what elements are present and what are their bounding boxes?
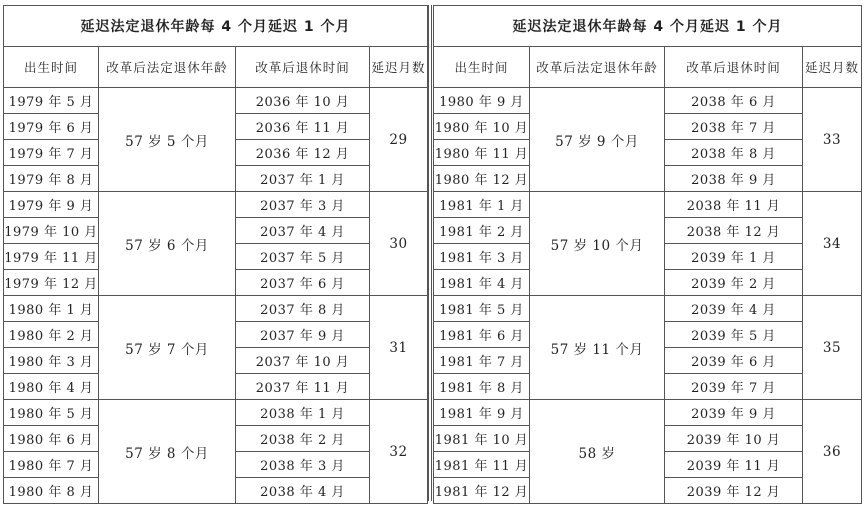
retire-cell: 2039 年 7 月: [665, 374, 803, 400]
retire-cell: 2039 年 9 月: [665, 400, 803, 426]
age-cell: 57 岁 6 个月: [99, 192, 236, 296]
birth-cell: 1980 年 1 月: [4, 296, 99, 322]
right-header-age: 改革后法定退休年龄: [530, 47, 665, 88]
retire-cell: 2038 年 2 月: [236, 426, 370, 452]
birth-cell: 1980 年 2 月: [4, 322, 99, 348]
table-row: [434, 192, 862, 218]
retire-cell: 2038 年 4 月: [236, 478, 370, 504]
table-row: [4, 192, 428, 218]
age-cell: 57 岁 10 个月: [530, 192, 665, 296]
birth-cell: 1981 年 5 月: [434, 296, 530, 322]
birth-cell: 1981 年 3 月: [434, 244, 530, 270]
retire-cell: 2037 年 3 月: [236, 192, 370, 218]
birth-cell: 1980 年 11 月: [434, 140, 530, 166]
birth-cell: 1981 年 11 月: [434, 452, 530, 478]
age-cell: 57 岁 5 个月: [99, 88, 236, 192]
retire-cell: 2036 年 10 月: [236, 88, 370, 114]
retire-cell: 2039 年 2 月: [665, 270, 803, 296]
age-cell: 57 岁 11 个月: [530, 296, 665, 400]
left-header-age: 改革后法定退休年龄: [99, 47, 236, 88]
table-row: [4, 88, 428, 114]
birth-cell: 1980 年 3 月: [4, 348, 99, 374]
age-cell: 58 岁: [530, 400, 665, 504]
retire-cell: 2038 年 7 月: [665, 114, 803, 140]
birth-cell: 1980 年 7 月: [4, 452, 99, 478]
retire-cell: 2037 年 8 月: [236, 296, 370, 322]
birth-cell: 1979 年 11 月: [4, 244, 99, 270]
birth-cell: 1979 年 7 月: [4, 140, 99, 166]
table-row: [434, 296, 862, 322]
retire-cell: 2039 年 11 月: [665, 452, 803, 478]
table-row: [4, 400, 428, 426]
birth-cell: 1980 年 8 月: [4, 478, 99, 504]
right-header-birth: 出生时间: [434, 47, 530, 88]
age-cell: 57 岁 9 个月: [530, 88, 665, 192]
delay-cell: 35: [803, 296, 862, 400]
birth-cell: 1979 年 10 月: [4, 218, 99, 244]
retire-cell: 2038 年 8 月: [665, 140, 803, 166]
retire-cell: 2037 年 9 月: [236, 322, 370, 348]
table-row: [434, 400, 862, 426]
retire-cell: 2036 年 12 月: [236, 140, 370, 166]
birth-cell: 1980 年 6 月: [4, 426, 99, 452]
birth-cell: 1980 年 12 月: [434, 166, 530, 192]
right-table-title: 延迟法定退休年龄每 4 个月延迟 1 个月: [434, 6, 862, 47]
retire-cell: 2037 年 1 月: [236, 166, 370, 192]
retire-cell: 2038 年 12 月: [665, 218, 803, 244]
birth-cell: 1981 年 4 月: [434, 270, 530, 296]
retire-cell: 2038 年 9 月: [665, 166, 803, 192]
age-cell: 57 岁 7 个月: [99, 296, 236, 400]
retire-cell: 2039 年 12 月: [665, 478, 803, 504]
birth-cell: 1980 年 5 月: [4, 400, 99, 426]
retire-cell: 2037 年 5 月: [236, 244, 370, 270]
delay-cell: 31: [370, 296, 428, 400]
birth-cell: 1981 年 8 月: [434, 374, 530, 400]
birth-cell: 1980 年 10 月: [434, 114, 530, 140]
retire-cell: 2038 年 1 月: [236, 400, 370, 426]
birth-cell: 1981 年 7 月: [434, 348, 530, 374]
retire-cell: 2039 年 1 月: [665, 244, 803, 270]
retire-cell: 2039 年 5 月: [665, 322, 803, 348]
right-header-retire: 改革后退休时间: [665, 47, 803, 88]
retire-cell: 2037 年 4 月: [236, 218, 370, 244]
delay-cell: 29: [370, 88, 428, 192]
retire-cell: 2039 年 10 月: [665, 426, 803, 452]
delay-cell: 32: [370, 400, 428, 504]
birth-cell: 1979 年 12 月: [4, 270, 99, 296]
birth-cell: 1981 年 12 月: [434, 478, 530, 504]
retire-cell: 2038 年 11 月: [665, 192, 803, 218]
delay-cell: 34: [803, 192, 862, 296]
table-row: [4, 296, 428, 322]
birth-cell: 1981 年 2 月: [434, 218, 530, 244]
right-table-panel: [433, 5, 861, 501]
table-row: [434, 88, 862, 114]
retire-cell: 2039 年 6 月: [665, 348, 803, 374]
table-divider: [428, 5, 432, 501]
birth-cell: 1980 年 4 月: [4, 374, 99, 400]
retirement-tables: [3, 5, 861, 501]
retire-cell: 2037 年 6 月: [236, 270, 370, 296]
birth-cell: 1981 年 10 月: [434, 426, 530, 452]
birth-cell: 1981 年 9 月: [434, 400, 530, 426]
left-header-delay: 延迟月数: [370, 47, 428, 88]
birth-cell: 1979 年 8 月: [4, 166, 99, 192]
retire-cell: 2038 年 3 月: [236, 452, 370, 478]
birth-cell: 1980 年 9 月: [434, 88, 530, 114]
right-table: [433, 5, 862, 504]
delay-cell: 33: [803, 88, 862, 192]
delay-cell: 30: [370, 192, 428, 296]
left-table-title: 延迟法定退休年龄每 4 个月延迟 1 个月: [4, 6, 428, 47]
delay-cell: 36: [803, 400, 862, 504]
retire-cell: 2036 年 11 月: [236, 114, 370, 140]
retire-cell: 2038 年 6 月: [665, 88, 803, 114]
birth-cell: 1979 年 6 月: [4, 114, 99, 140]
retire-cell: 2039 年 4 月: [665, 296, 803, 322]
age-cell: 57 岁 8 个月: [99, 400, 236, 504]
left-table: [3, 5, 428, 504]
retire-cell: 2037 年 11 月: [236, 374, 370, 400]
left-table-panel: [3, 5, 427, 501]
birth-cell: 1979 年 5 月: [4, 88, 99, 114]
birth-cell: 1979 年 9 月: [4, 192, 99, 218]
birth-cell: 1981 年 1 月: [434, 192, 530, 218]
retire-cell: 2037 年 10 月: [236, 348, 370, 374]
left-header-birth: 出生时间: [4, 47, 99, 88]
right-header-delay: 延迟月数: [803, 47, 862, 88]
birth-cell: 1981 年 6 月: [434, 322, 530, 348]
left-header-retire: 改革后退休时间: [236, 47, 370, 88]
